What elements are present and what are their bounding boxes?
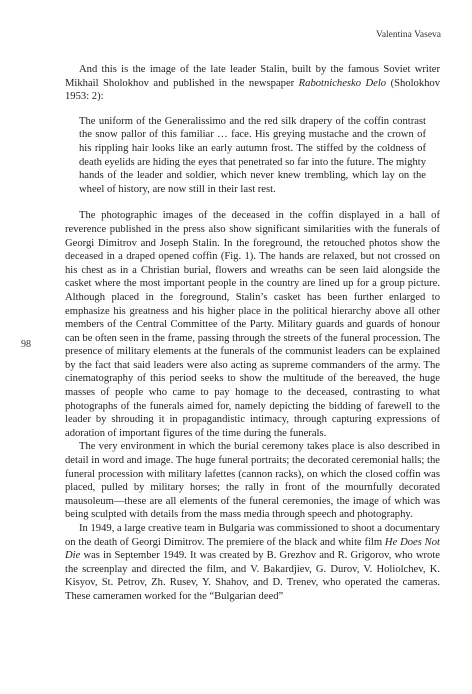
body-text xyxy=(65,63,440,604)
paragraph-environment: The very environment in which the burial ceremony takes place is also described in detail in word and image. The huge funeral portraits; the decorated ceremonial halls; the funeral procession with military lafettes (cannon racks), on which the closed coffin was placed, pulled by military horses; the rally in front of the mournfully decorated mausoleum—these are all elements of the funeral ceremonies, the image of which was being sculpted with details from the mass media through speech and photography. xyxy=(65,441,440,521)
paragraph-documentary xyxy=(65,522,440,604)
paragraph-intro xyxy=(65,63,440,104)
block-quote xyxy=(79,115,440,197)
text-run: In 1949, a large creative team in Bulgaria was commissioned to shoot a documentary on the death of Georgi Dimitrov. The premiere of the black and white film xyxy=(65,523,440,548)
text-run: was in September 1949. It was created by B. Grezhov and R. Grigorov, who wrote the screenplay and directed the film, and V. Bakardjiev, G. Durov, V. Holiolchev, K. Kisyov, St. Petrov, Zh. Rusev, Y. Shahov, and D. Trenev, who operated the cameras. These cameramen worked for the “Bulgarian deed” xyxy=(65,550,440,602)
quote-text: The uniform of the Generalissimo and the red silk drapery of the coffin contrast the snow pallor of this familiar … face. His greying mustache and the crown of his rippling hair looks like an early autumn frost. The stiffed by the coldness of death eyelids are hiding the eyes that penetrated so far into the future. The mighty hands of the leader and soldier, which never knew trembling, which lay on the wheel of history, are now still in their last rest. xyxy=(79,115,426,195)
paragraph-photographic-images: The photographic images of the deceased in the coffin displayed in a hall of reverence published in the press also show significant similarities with the funerals of Georgi Dimitrov and Joseph Stalin. In the foreground, the retouched photos show the deceased in a draped opened coffin (Fig. 1). The hands are relaxed, but not crossed on his chest as in a Christian burial, flowers and wreaths can be seen laid alongside the casket where the most important people in the country are lined up for a group picture. Although placed in the foreground, Stalin’s casket has been further enlarged to emphasize his greatness and his higher place in the political hierarchy above all other members of the Central Committee of the Party. Military guards and guards of honour can be often seen in the frame, passing through the streets of the funeral procession. The presence of military elements at the funerals of the communist leaders can be explained by the fact that said leaders were also acting as supreme commanders of the army. The cinematography of this period seeks to show the multitude of the bereaved, the huge masses of people who came to pay homage to the deceased, contrasting to what photographs of the funerals aimed for, namely depicting the bidding of farewell to the leader by shrouding it in propagandistic intimacy, through capturing expressions of adoration of important figures of the time during the funerals. xyxy=(65,210,440,439)
film-title: He Does Not Die xyxy=(65,536,440,562)
page-number: 98 xyxy=(21,339,31,350)
text-run: (Sholokhov 1953: 2): xyxy=(65,77,441,103)
newspaper-title: Rabotnichesko Delo xyxy=(298,77,387,89)
running-head: Valentina Vaseva xyxy=(376,30,441,40)
text-run: And this is the image of the late leader Stalin, built by the famous Soviet writer Mikhail Sholokhov and published in the newspaper xyxy=(65,64,440,89)
